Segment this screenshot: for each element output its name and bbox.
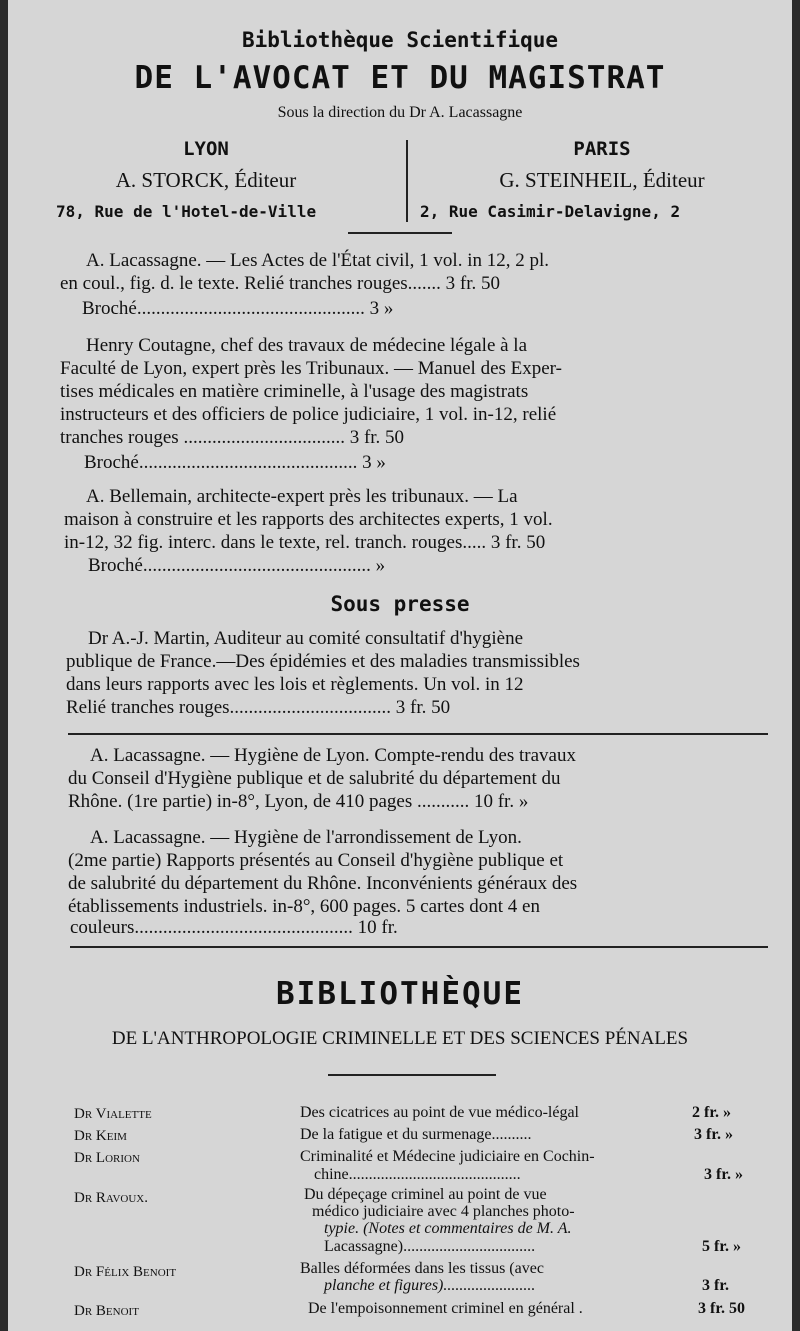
paris-address: 2, Rue Casimir-Delavigne, 2 bbox=[420, 202, 681, 221]
item-price: 3 fr. » bbox=[704, 1166, 743, 1183]
entry-line: instructeurs et des officiers de police judiciaire, 1 vol. in-12, relié bbox=[60, 404, 557, 425]
item-title: De l'empoisonnement criminel en général . bbox=[308, 1300, 583, 1317]
lyon-publisher: A. STORCK, Éditeur bbox=[115, 168, 297, 192]
hygiene-line: (2me partie) Rapports présentés au Conseil d'hygiène publique et bbox=[68, 850, 564, 871]
hygiene-line: établissements industriels. in-8°, 600 pages. 5 cartes dont 4 en bbox=[68, 896, 540, 917]
item-title: typie. (Notes et commentaires de M. A. bbox=[324, 1220, 572, 1237]
header-rule bbox=[348, 232, 452, 234]
lyon-address: 78, Rue de l'Hotel-de-Ville bbox=[56, 202, 317, 221]
library-rule bbox=[328, 1074, 496, 1076]
entry-line: Broché.............................................. 3 » bbox=[84, 452, 386, 473]
item-title: Lacassagne)................................. bbox=[324, 1238, 536, 1255]
lyon-city: LYON bbox=[183, 138, 229, 160]
entry-line: Broché................................................ » bbox=[88, 555, 386, 576]
entry-line: tises médicales en matière criminelle, à l'usage des magistrats bbox=[60, 381, 529, 402]
press-line: publique de France.—Des épidémies et des maladies transmissibles bbox=[66, 651, 580, 672]
catalog-page bbox=[8, 0, 792, 1331]
hygiene-line: A. Lacassagne. — Hygiène de l'arrondissement de Lyon. bbox=[90, 827, 522, 848]
item-author: Dr Ravoux. bbox=[74, 1190, 148, 1206]
entry-line: in-12, 32 fig. interc. dans le texte, rel. tranch. rouges..... 3 fr. 50 bbox=[64, 532, 546, 553]
paris-publisher: G. STEINHEIL, Éditeur bbox=[499, 168, 705, 192]
entry-line: tranches rouges .................................. 3 fr. 50 bbox=[60, 427, 405, 448]
library-subtitle: DE L'ANTHROPOLOGIE CRIMINELLE ET DES SCIENCES PÉNALES bbox=[111, 1028, 689, 1049]
item-author: Dr Félix Benoit bbox=[74, 1264, 177, 1280]
item-author: Dr Lorion bbox=[74, 1150, 140, 1166]
hygiene-line: Rhône. (1re partie) in-8°, Lyon, de 410 pages ........... 10 fr. » bbox=[68, 791, 529, 812]
item-title: planche et figures)....................... bbox=[324, 1277, 536, 1294]
entry-line: maison à construire et les rapports des architectes experts, 1 vol. bbox=[64, 509, 553, 530]
item-title: médico judiciaire avec 4 planches photo- bbox=[312, 1203, 575, 1220]
item-price: 3 fr. 50 bbox=[698, 1300, 745, 1317]
item-price: 3 fr. bbox=[702, 1277, 729, 1294]
item-author: Dr Benoit bbox=[74, 1303, 139, 1319]
item-price: 3 fr. » bbox=[694, 1126, 733, 1143]
item-price: 5 fr. » bbox=[702, 1238, 741, 1255]
item-title: De la fatigue et du surmenage.......... bbox=[300, 1126, 532, 1143]
library-title: BIBLIOTHÈQUE bbox=[276, 976, 524, 1012]
entry-line: Henry Coutagne, chef des travaux de médecine légale à la bbox=[86, 335, 528, 356]
paris-city: PARIS bbox=[573, 138, 631, 160]
hygiene-line: du Conseil d'Hygiène publique et de salubrité du département du bbox=[68, 768, 561, 789]
press-line: Dr A.-J. Martin, Auditeur au comité consultatif d'hygiène bbox=[88, 628, 524, 649]
entry-line: Faculté de Lyon, expert près les Tribunaux. — Manuel des Exper- bbox=[60, 358, 562, 379]
press-line: dans leurs rapports avec les lois et règlements. Un vol. in 12 bbox=[66, 674, 524, 695]
item-title: Des cicatrices au point de vue médico-légal bbox=[300, 1104, 579, 1121]
entry-line: Broché................................................ 3 » bbox=[82, 298, 394, 319]
item-title: Balles déformées dans les tissus (avec bbox=[300, 1260, 544, 1277]
collection-title: DE L'AVOCAT ET DU MAGISTRAT bbox=[134, 60, 666, 96]
hygiene-line: de salubrité du département du Rhône. Inconvénients généraux des bbox=[68, 873, 578, 894]
header-divider bbox=[406, 140, 408, 222]
item-author: Dr Keim bbox=[74, 1128, 127, 1144]
section-rule bbox=[68, 733, 768, 735]
item-title: chine........................................... bbox=[314, 1166, 521, 1183]
section-rule bbox=[70, 946, 768, 948]
entry-line: A. Bellemain, architecte-expert près les tribunaux. — La bbox=[86, 486, 518, 507]
series-title: Bibliothèque Scientifique bbox=[241, 28, 559, 52]
item-author: Dr Vialette bbox=[74, 1106, 152, 1122]
hygiene-line: A. Lacassagne. — Hygiène de Lyon. Compte-rendu des travaux bbox=[90, 745, 576, 766]
item-price: 2 fr. » bbox=[692, 1104, 731, 1121]
hygiene-line: couleurs.............................................. 10 fr. bbox=[70, 917, 398, 938]
entry-line: en coul., fig. d. le texte. Relié tranches rouges....... 3 fr. 50 bbox=[60, 273, 501, 294]
entry-line: A. Lacassagne. — Les Actes de l'État civil, 1 vol. in 12, 2 pl. bbox=[86, 250, 550, 271]
press-line: Relié tranches rouges.................................. 3 fr. 50 bbox=[66, 697, 451, 718]
direction-line: Sous la direction du Dr A. Lacassagne bbox=[277, 104, 523, 121]
item-title: Du dépeçage criminel au point de vue bbox=[304, 1186, 547, 1203]
item-title: Criminalité et Médecine judiciaire en Cochin- bbox=[300, 1148, 595, 1165]
press-heading: Sous presse bbox=[330, 592, 470, 616]
